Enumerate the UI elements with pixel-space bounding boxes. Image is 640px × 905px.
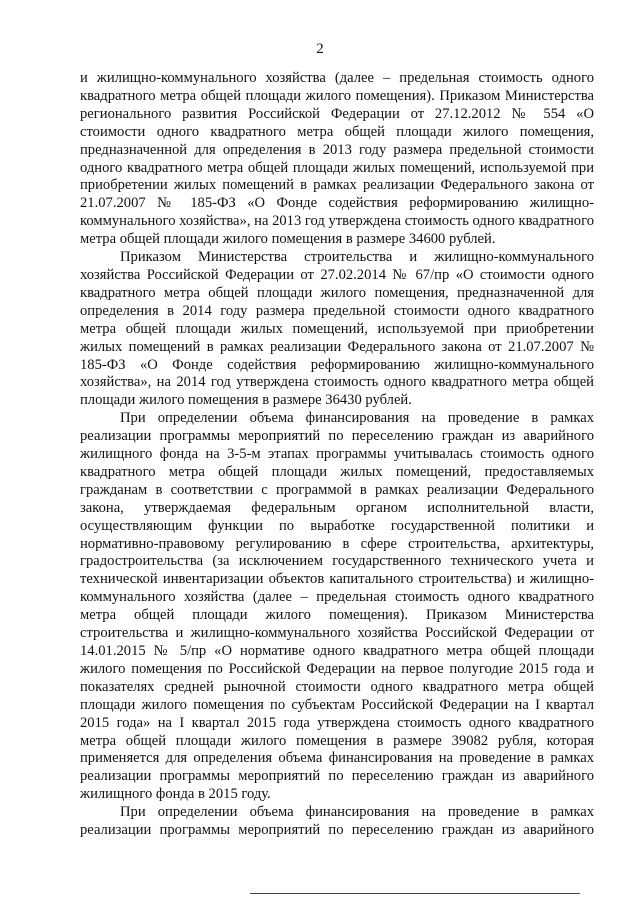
paragraph-1: и жилищно-коммунального хозяйства (далее – предельная стоимость одного квадратного метра общей площади жилого помещения). Приказом Министерства регионального развития Российской Федерации от 27.12.2012 № 554 «О стоимости одного квадратного метра общей площади жилого помещения, предназначенной для определения в 2013 году размера предельной стоимости одного квадратного метра общей площади жилых помещений, используемой при приобретении жилых помещений в рамках реализации Федерального закона от 21.07.2007 № 185-ФЗ «О Фонде содействия реформированию жилищно-коммунального хозяйства», на 2013 год утверждена стоимость одного квадратного метра общей площади жилого помещения в размере 34600 рублей. <box>80 70 594 248</box>
paragraph-4: При определении объема финансирования на проведение в рамках реализации программы мероприятий по переселению граждан из аварийного <box>80 804 594 839</box>
document-body <box>80 70 594 840</box>
bottom-divider <box>250 893 580 894</box>
paragraph-2: Приказом Министерства строительства и жилищно-коммунального хозяйства Российской Федерации от 27.02.2014 № 67/пр «О стоимости одного квадратного метра общей площади жилого помещения, предназначенной для определения в 2014 году размера предельной стоимости одного квадратного метра общей площади жилых помещений, используемой при приобретении жилых помещений в рамках реализации Федерального закона от 21.07.2007 № 185-ФЗ «О Фонде содействия реформированию жилищно-коммунального хозяйства», на 2014 год утверждена стоимость одного квадратного метра общей площади жилого помещения в размере 36430 рублей. <box>80 249 594 409</box>
page-number: 2 <box>316 41 324 57</box>
paragraph-3: При определении объема финансирования на проведение в рамках реализации программы мероприятий по переселению граждан из аварийного жилищного фонда на 3-5-м этапах программы учитывалась стоимость одного квадратного метра общей площади жилых помещений, предоставляемых гражданам в соответствии с программой в рамках реализации Федерального закона, утверждаемая федеральным органом исполнительной власти, осуществляющим функции по выработке государственной политики и нормативно-правовому регулированию в сфере строительства, архитектуры, градостроительства (за исключением государственного технического учета и технической инвентаризации объектов капитального строительства) и жилищно-коммунального хозяйства (далее – предельная стоимость одного квадратного метра общей площади жилого помещения). Приказом Министерства строительства и жилищно-коммунального хозяйства Российской Федерации от 14.01.2015 № 5/пр «О нормативе одного квадратного метра общей площади жилого помещения по Российской Федерации на первое полугодие 2015 года и показателях средней рыночной стоимости одного квадратного метра общей площади жилого помещения по субъектам Российской Федерации на I квартал 2015 года» на I квартал 2015 года утверждена стоимость одного квадратного метра общей площади жилого помещения в размере 39082 рубля, которая применяется для определения объема финансирования на проведение в рамках реализации программы мероприятий по переселению граждан из аварийного жилищного фонда в 2015 году. <box>80 410 594 803</box>
